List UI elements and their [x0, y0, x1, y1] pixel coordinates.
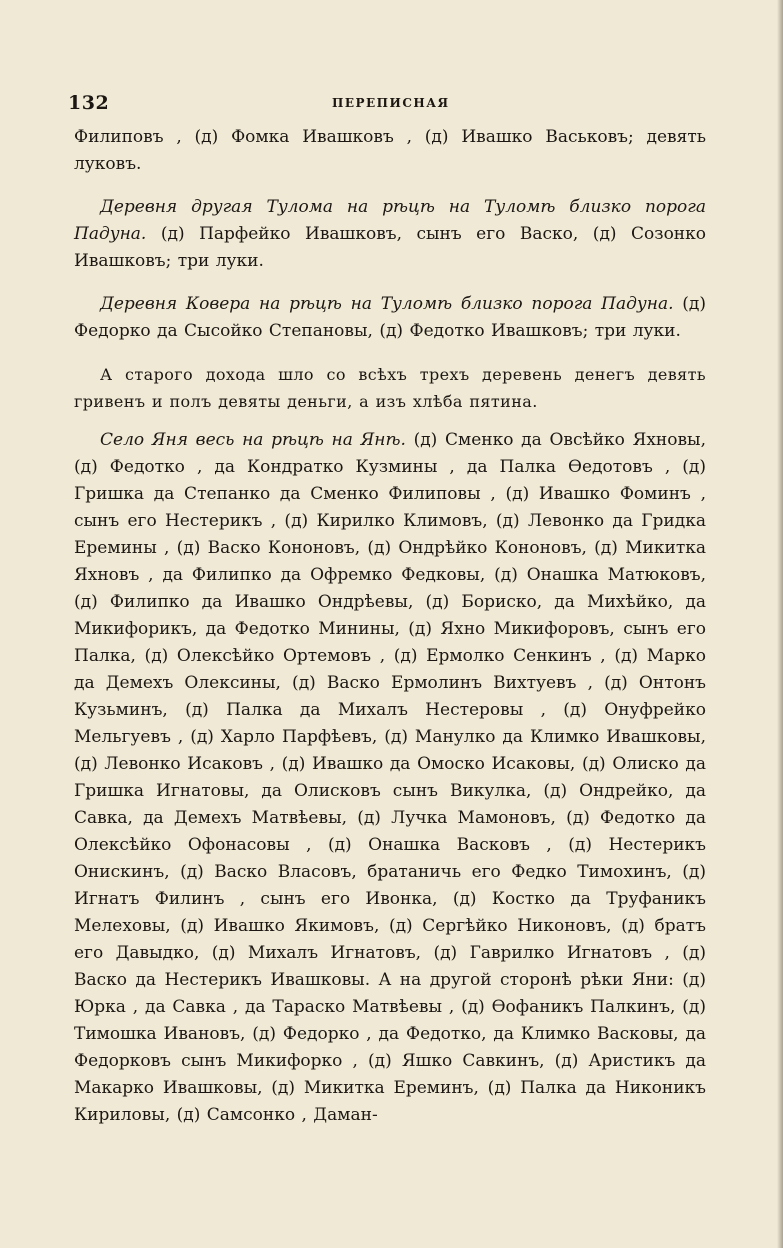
page-header — [68, 92, 706, 122]
paragraph-4 — [74, 361, 706, 415]
running-head: ПЕРЕПИСНАЯ — [332, 96, 450, 110]
paragraph-5-lead: Село Яня весь на рѣцѣ на Янѣ. — [100, 430, 406, 450]
paragraph-3-body: (д) Федорко да Сысойко Степановы, (д) Федотко Ивашковъ; три луки. — [74, 294, 707, 341]
paragraph-5 — [74, 427, 706, 1129]
paragraph-3-lead: Деревня Ковера на рѣцѣ на Туломѣ близко порога Падуна. — [100, 294, 674, 314]
paragraph-2 — [74, 194, 706, 275]
paragraph-2-lead: Деревня другая Тулома на рѣцѣ на Туломѣ близко порога Падуна. — [74, 197, 706, 244]
paragraph-2-body: (д) Парфейко Ивашковъ, сынъ его Васко, (д) Созонко Ивашковъ; три луки. — [74, 224, 706, 271]
paragraph-1 — [74, 124, 706, 178]
page-number: 132 — [68, 92, 110, 114]
paragraph-1-body: Филиповъ , (д) Фомка Ивашковъ , (д) Ивашко Васьковъ; девять луковъ. — [74, 127, 706, 174]
paragraph-3 — [74, 291, 706, 345]
paragraph-4-body: А старого дохода шло со всѣхъ трехъ деревень денегъ девять гривенъ и полъ девяты деньги, а изъ хлѣба пятина. — [74, 365, 706, 411]
page-edge-shadow — [777, 0, 783, 1248]
book-page — [68, 92, 707, 1129]
paragraph-5-body: (д) Сменко да Овсѣйко Яхновы, (д) Федотко , да Кондратко Кузмины , да Палка Ѳедотовъ , (д) Гришка да Степанко да Сменко Филиповы , (д) Ивашко Фоминъ , сынъ его Нестерикъ , (д) Кирилко Климовъ, (д) Левонко да Гридка Еремины , (д) Васко Кононовъ, (д) Ондрѣйко Кононовъ, (д) Микитка Яхновъ , да Филипко да Офремко Федковы, (д) Онашка Матюковъ, (д) Филипко да Ивашко Ондрѣевы, (д) Бориско, да Михѣйко, да Микифорикъ, да Федотко Минины, (д) Яхно Микифоровъ, сынъ его Палка, (д) Олексѣйко Ортемовъ , (д) Ермолко Сенкинъ , (д) Марко да Демехъ Олексины, (д) Васко Ермолинъ Вихтуевъ , (д) Онтонъ Кузьминъ, (д) Палка да Михалъ Нестеровы , (д) Онуфрейко Мельгуевъ , (д) Харло Парфѣевъ, (д) Манулко да Климко Ивашковы, (д) Левонко Исаковъ , (д) Ивашко да Омоско Исаковы, (д) Олиско да Гришка Игнатовы, да Олисковъ сынъ Викулка, (д) Ондрейко, да Савка, да Демехъ Матвѣевы, (д) Лучка Мамоновъ, (д) Федотко да Олексѣйко Офонасовы , (д) Онашка Васковъ , (д) Нестерикъ Онискинъ, (д) Васко Власовъ, братаничь его Федко Тимохинъ, (д) Игнатъ Филинъ , сынъ его Ивонка, (д) Костко да Труфаникъ Мелеховы, (д) Ивашко Якимовъ, (д) Сергѣйко Никоновъ, (д) братъ его Давыдко, (д) Михалъ Игнатовъ, (д) Гаврилко Игнатовъ , (д) Васко да Нестерикъ Ивашковы. А на другой сторонѣ рѣки Яни: (д) Юрка , да Савка , да Тараско Матвѣевы , (д) Ѳофаникъ Палкинъ, (д) Тимошка Ивановъ, (д) Федорко , да Федотко, да Климко Васковы, да Федорковъ сынъ Микифорко , (д) Яшко Савкинъ, (д) Аристикъ да Макарко Ивашковы, (д) Микитка Ереминъ, (д) Палка да Никоникъ Кириловы, (д) Самсонко , Даман- — [74, 430, 706, 1125]
